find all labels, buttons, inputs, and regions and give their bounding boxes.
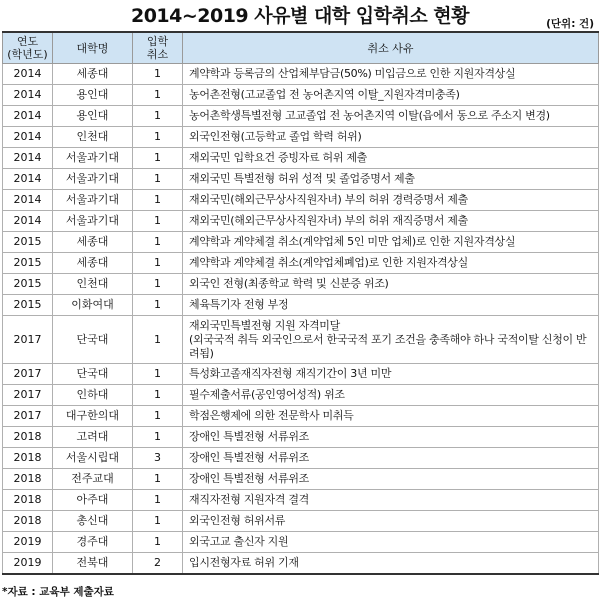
cell-year: 2018 <box>3 448 53 469</box>
cell-count: 1 <box>133 532 183 553</box>
cell-reason: 계약학과 등록금의 산업체부담금(50%) 미입금으로 인한 지원자격상실 <box>183 64 599 85</box>
cell-university: 단국대 <box>53 316 133 364</box>
cell-count: 1 <box>133 85 183 106</box>
cell-reason: 외국인전형 허위서류 <box>183 511 599 532</box>
cell-university: 서울과기대 <box>53 148 133 169</box>
table-row <box>3 427 599 448</box>
cell-university: 인하대 <box>53 385 133 406</box>
cell-reason: 외국고교 출신자 지원 <box>183 532 599 553</box>
table-row <box>3 490 599 511</box>
cell-reason: 외국인 전형(최종학교 학력 및 신분증 위조) <box>183 274 599 295</box>
table-row <box>3 553 599 575</box>
cell-year: 2014 <box>3 85 53 106</box>
cell-count: 1 <box>133 469 183 490</box>
table-row <box>3 448 599 469</box>
table-row <box>3 274 599 295</box>
cell-count: 1 <box>133 232 183 253</box>
cell-count: 1 <box>133 127 183 148</box>
cell-count: 1 <box>133 64 183 85</box>
table-row <box>3 211 599 232</box>
cell-reason: 농어촌학생특별전형 고교졸업 전 농어촌지역 이탈(읍에서 동으로 주소지 변경) <box>183 106 599 127</box>
cell-university: 서울과기대 <box>53 169 133 190</box>
cell-university: 세종대 <box>53 253 133 274</box>
cell-reason: 재외국민 입학요건 증빙자료 허위 제출 <box>183 148 599 169</box>
cell-university: 인천대 <box>53 127 133 148</box>
cell-university: 서울과기대 <box>53 190 133 211</box>
table-row <box>3 64 599 85</box>
table-row <box>3 295 599 316</box>
cell-count: 1 <box>133 295 183 316</box>
cell-count: 1 <box>133 253 183 274</box>
cell-reason: 재외국민(해외근무상사직원자녀) 부의 허위 경력증명서 제출 <box>183 190 599 211</box>
cell-reason: 필수제출서류(공인영어성적) 위조 <box>183 385 599 406</box>
cell-year: 2019 <box>3 532 53 553</box>
table-row <box>3 85 599 106</box>
page-title: 2014~2019 사유별 대학 입학취소 현황 <box>130 5 470 27</box>
cell-year: 2018 <box>3 511 53 532</box>
cell-count: 1 <box>133 106 183 127</box>
cell-university: 총신대 <box>53 511 133 532</box>
cell-count: 1 <box>133 406 183 427</box>
cell-year: 2015 <box>3 295 53 316</box>
cell-reason: 입시전형자료 허위 기재 <box>183 553 599 575</box>
cell-year: 2018 <box>3 469 53 490</box>
cell-year: 2014 <box>3 169 53 190</box>
cell-university: 단국대 <box>53 364 133 385</box>
cell-reason: 외국인전형(고등학교 졸업 학력 허위) <box>183 127 599 148</box>
cell-university: 이화여대 <box>53 295 133 316</box>
cell-year: 2014 <box>3 148 53 169</box>
cell-reason: 재직자전형 지원자격 결격 <box>183 490 599 511</box>
cell-university: 아주대 <box>53 490 133 511</box>
cell-count: 1 <box>133 148 183 169</box>
table-row <box>3 316 599 364</box>
cell-university: 대구한의대 <box>53 406 133 427</box>
table-row <box>3 253 599 274</box>
cell-count: 1 <box>133 274 183 295</box>
cell-count: 1 <box>133 211 183 232</box>
table-body <box>3 64 599 575</box>
cell-year: 2014 <box>3 64 53 85</box>
cell-count: 1 <box>133 364 183 385</box>
table-row <box>3 127 599 148</box>
header-reason: 취소 사유 <box>183 32 599 64</box>
cell-year: 2017 <box>3 364 53 385</box>
cell-year: 2014 <box>3 127 53 148</box>
cell-count: 1 <box>133 385 183 406</box>
table-row <box>3 385 599 406</box>
cell-reason: 학점은행제에 의한 전문학사 미취득 <box>183 406 599 427</box>
cell-year: 2018 <box>3 427 53 448</box>
cell-reason: 재외국민특별전형 지원 자격미달 (외국국적 취득 외국인으로서 한국국적 포기 조건을 충족해야 하나 국적이탈 신청이 반려됨) <box>183 316 599 364</box>
cell-reason: 체육특기자 전형 부정 <box>183 295 599 316</box>
cell-count: 3 <box>133 448 183 469</box>
cell-reason: 특성화고졸재직자전형 재직기간이 3년 미만 <box>183 364 599 385</box>
source-note: *자료 : 교육부 제출자료 <box>2 586 114 598</box>
cell-count: 1 <box>133 490 183 511</box>
table-row <box>3 148 599 169</box>
cell-year: 2019 <box>3 553 53 575</box>
table-row <box>3 106 599 127</box>
table-row <box>3 532 599 553</box>
cell-reason: 장애인 특별전형 서류위조 <box>183 469 599 490</box>
cell-count: 1 <box>133 316 183 364</box>
cell-university: 용인대 <box>53 106 133 127</box>
header-count: 입학 취소 <box>133 32 183 64</box>
cell-year: 2014 <box>3 190 53 211</box>
cell-year: 2017 <box>3 385 53 406</box>
table-row <box>3 406 599 427</box>
header-university: 대학명 <box>53 32 133 64</box>
cell-university: 인천대 <box>53 274 133 295</box>
cell-year: 2014 <box>3 211 53 232</box>
cell-count: 1 <box>133 427 183 448</box>
cell-university: 용인대 <box>53 85 133 106</box>
cell-reason: 농어촌전형(고교졸업 전 농어촌지역 이탈_지원자격미충족) <box>183 85 599 106</box>
cell-reason: 재외국민 특별전형 허위 성적 및 졸업증명서 제출 <box>183 169 599 190</box>
cell-count: 1 <box>133 169 183 190</box>
cell-count: 1 <box>133 190 183 211</box>
cell-university: 세종대 <box>53 64 133 85</box>
cell-year: 2015 <box>3 253 53 274</box>
cell-year: 2014 <box>3 106 53 127</box>
table-row <box>3 511 599 532</box>
cell-year: 2015 <box>3 274 53 295</box>
cell-year: 2017 <box>3 316 53 364</box>
cell-reason: 계약학과 계약체결 취소(계약업체 5인 미만 업체)로 인한 지원자격상실 <box>183 232 599 253</box>
unit-label: (단위: 건) <box>546 18 594 30</box>
table-row <box>3 232 599 253</box>
table-row <box>3 190 599 211</box>
cell-university: 전북대 <box>53 553 133 575</box>
table-row <box>3 469 599 490</box>
cell-year: 2015 <box>3 232 53 253</box>
cell-university: 경주대 <box>53 532 133 553</box>
admission-cancel-table <box>2 31 599 575</box>
table-row <box>3 169 599 190</box>
table-header-row <box>3 32 599 64</box>
cell-university: 전주교대 <box>53 469 133 490</box>
cell-reason: 계약학과 계약체결 취소(계약업체폐업)로 인한 지원자격상실 <box>183 253 599 274</box>
cell-year: 2018 <box>3 490 53 511</box>
cell-reason: 재외국민(해외근무상사직원자녀) 부의 허위 재직증명서 제출 <box>183 211 599 232</box>
cell-reason: 장애인 특별전형 서류위조 <box>183 448 599 469</box>
cell-university: 서울과기대 <box>53 211 133 232</box>
cell-university: 세종대 <box>53 232 133 253</box>
cell-count: 2 <box>133 553 183 575</box>
cell-count: 1 <box>133 511 183 532</box>
table-row <box>3 364 599 385</box>
cell-university: 서울시립대 <box>53 448 133 469</box>
header-year: 연도 (학년도) <box>3 32 53 64</box>
cell-university: 고려대 <box>53 427 133 448</box>
cell-reason: 장애인 특별전형 서류위조 <box>183 427 599 448</box>
cell-year: 2017 <box>3 406 53 427</box>
